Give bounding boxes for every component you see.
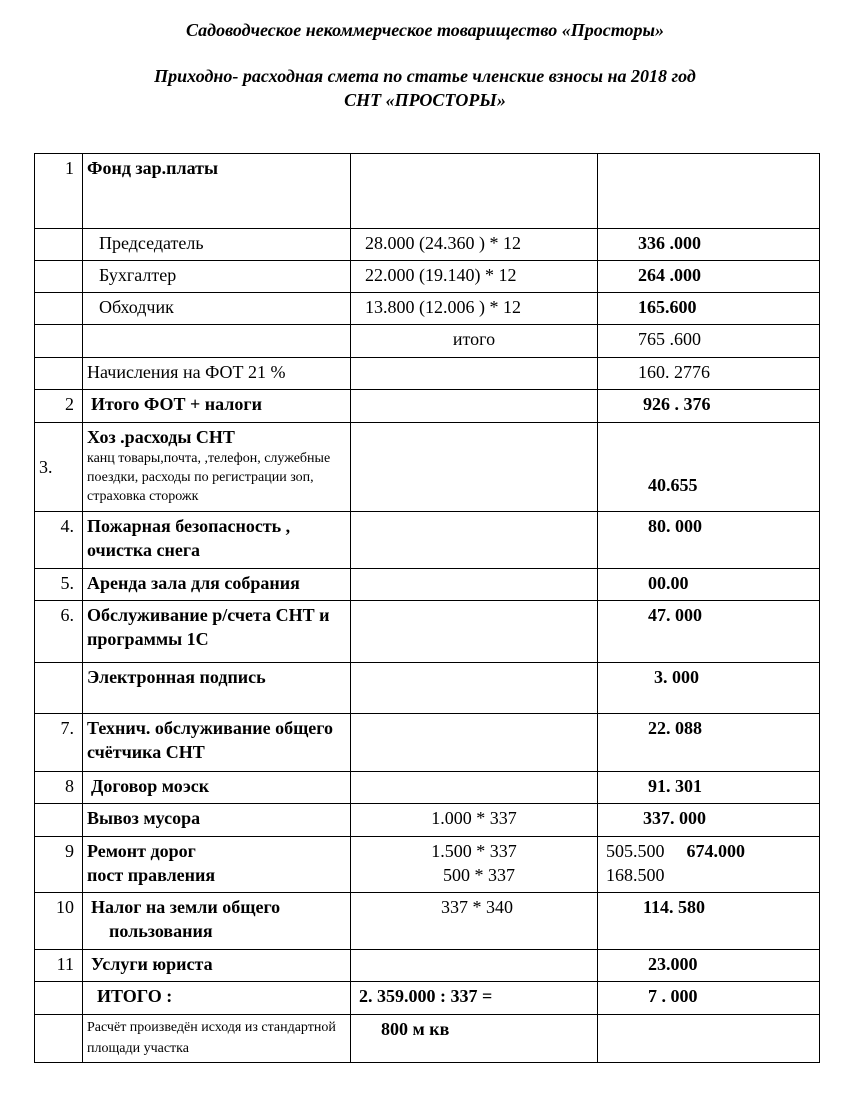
row-calc: итого [351, 325, 598, 358]
row-num: 5. [35, 569, 83, 601]
row-num: 4. [35, 512, 83, 569]
row-name-2: пользования [109, 921, 213, 941]
row-sum: 337. 000 [598, 804, 820, 837]
row-sum: 165.600 [598, 293, 820, 325]
row-name: Обслуживание р/счета СНТ и программы 1С [83, 601, 351, 663]
table-row [35, 358, 820, 390]
row-calc: 22.000 (19.140) * 12 [351, 261, 598, 293]
row-sum: 336 .000 [598, 229, 820, 261]
row-sum-2: 168.500 [606, 865, 665, 885]
row-sum: 40.655 [598, 423, 820, 512]
row-name: ИТОГО : [83, 982, 351, 1015]
row-name: Вывоз мусора [83, 804, 351, 837]
row-calc: 800 м кв [351, 1015, 598, 1063]
row-name: Технич. обслуживание общего счётчика СНТ [83, 714, 351, 772]
row-num: 1 [35, 154, 83, 229]
table-row [35, 663, 820, 714]
budget-table [34, 153, 820, 1063]
row-calc: 13.800 (12.006 ) * 12 [351, 293, 598, 325]
doc-title: Приходно- расходная смета по статье членские взносы на 2018 год [154, 66, 696, 86]
row-name: Итого ФОТ + налоги [83, 390, 351, 423]
row-sum: 23.000 [598, 950, 820, 982]
row-calc: 28.000 (24.360 ) * 12 [351, 229, 598, 261]
row-name: Договор моэск [83, 772, 351, 804]
row-total: 674.000 [686, 841, 745, 861]
row-num: 11 [35, 950, 83, 982]
row-name: Налог на земли общего [91, 897, 281, 917]
row-sum: 505.500 [606, 841, 665, 861]
table-row [35, 772, 820, 804]
row-name: Фонд зар.платы [83, 154, 351, 229]
row-calc: 337 * 340 [351, 893, 598, 950]
row-name: Бухгалтер [83, 261, 351, 293]
table-row [35, 390, 820, 423]
row-name: Начисления на ФОТ 21 % [83, 358, 351, 390]
row-sum: 926 . 376 [598, 390, 820, 423]
row-sum: 3. 000 [598, 663, 820, 714]
row-name: Услуги юриста [83, 950, 351, 982]
table-row [35, 837, 820, 893]
row-num: 8 [35, 772, 83, 804]
table-row [35, 569, 820, 601]
row-sum: 91. 301 [598, 772, 820, 804]
row-sum: 264 .000 [598, 261, 820, 293]
row-num: 10 [35, 893, 83, 950]
row-sum: 160. 2776 [598, 358, 820, 390]
row-sum: 22. 088 [598, 714, 820, 772]
table-row [35, 601, 820, 663]
row-sum: 765 .600 [598, 325, 820, 358]
table-row [35, 229, 820, 261]
table-row [35, 325, 820, 358]
row-name: Ремонт дорог [87, 841, 196, 861]
doc-subtitle: СНТ «ПРОСТОРЫ» [344, 90, 506, 110]
row-num: 9 [35, 837, 83, 893]
table-row [35, 512, 820, 569]
row-calc: 1.000 * 337 [351, 804, 598, 837]
table-row [35, 982, 820, 1015]
row-sum: 00.00 [598, 569, 820, 601]
row-sum: 114. 580 [598, 893, 820, 950]
row-name: Председатель [83, 229, 351, 261]
table-row [35, 893, 820, 950]
table-row [35, 293, 820, 325]
table-row [35, 804, 820, 837]
row-note: канц товары,почта, ,телефон, служебные поездки, расходы по регистрации зоп, страховка сторожк [87, 451, 331, 504]
table-row [35, 154, 820, 229]
row-name: Пожарная безопасность , очистка снега [83, 512, 351, 569]
table-row [35, 950, 820, 982]
row-sum: 7 . 000 [598, 982, 820, 1015]
row-sum: 80. 000 [598, 512, 820, 569]
row-calc: 1.500 * 337 [431, 841, 517, 861]
org-name: Садоводческое некоммерческое товарищество «Просторы» [186, 20, 664, 40]
table-row [35, 423, 820, 512]
row-num: 6. [35, 601, 83, 663]
row-name-2: пост правления [87, 865, 216, 885]
row-num: 3. [35, 423, 83, 512]
row-name: Хоз .расходы СНТ [87, 427, 235, 447]
row-calc-2: 500 * 337 [443, 865, 515, 885]
table-row [35, 261, 820, 293]
row-name: Обходчик [83, 293, 351, 325]
row-num: 2 [35, 390, 83, 423]
row-name: Электронная подпись [83, 663, 351, 714]
table-row [35, 714, 820, 772]
row-sum: 47. 000 [598, 601, 820, 663]
row-num: 7. [35, 714, 83, 772]
row-name: Аренда зала для собрания [83, 569, 351, 601]
row-name: Расчёт произведён исходя из стандартной площади участка [83, 1015, 351, 1063]
table-row [35, 1015, 820, 1063]
row-calc: 2. 359.000 : 337 = [351, 982, 598, 1015]
